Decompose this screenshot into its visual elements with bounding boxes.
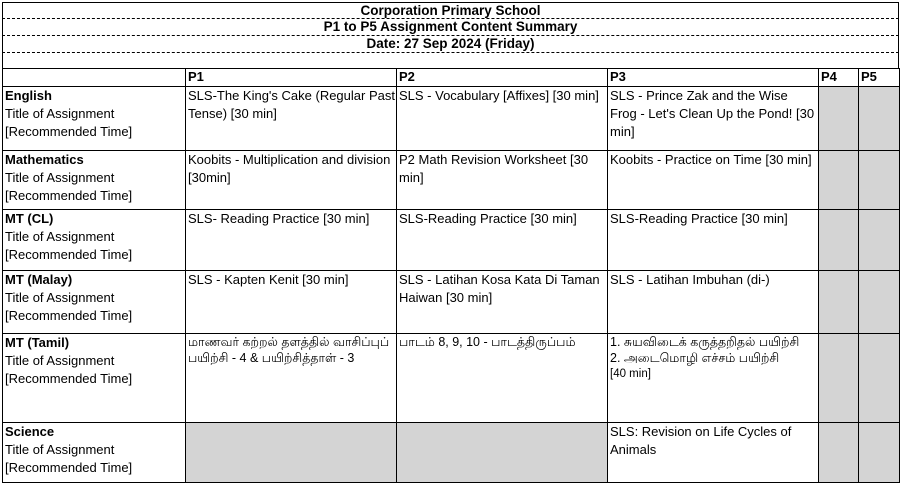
cell-p4-empty [819, 271, 859, 334]
subject-line2: [Recommended Time] [5, 371, 133, 386]
corner-cell [3, 69, 186, 87]
cell-p3: SLS - Prince Zak and the Wise Frog - Let's Clean Up the Pond! [30 min] [608, 87, 819, 151]
tamil-time: [40 min] [610, 368, 651, 380]
cell-p3: Koobits - Practice on Time [30 min] [608, 151, 819, 210]
cell-p5-empty [859, 423, 900, 483]
school-name: Corporation Primary School [2, 2, 899, 19]
cell-p1: Koobits - Multiplication and division [30min] [186, 151, 397, 210]
cell-p5-empty [859, 87, 900, 151]
tamil-item-2: 2. அடைமொழி எச்சம் பயிற்சி [610, 351, 780, 365]
subject-line2: [Recommended Time] [5, 308, 133, 323]
table-row [3, 423, 900, 483]
cell-p5-empty [859, 334, 900, 423]
cell-p3: SLS-Reading Practice [30 min] [608, 210, 819, 271]
subject-name: Mathematics [5, 152, 84, 167]
subject-line1: Title of Assignment [5, 170, 115, 185]
col-header-p5: P5 [859, 69, 900, 87]
subject-line2: [Recommended Time] [5, 247, 133, 262]
subject-cell [3, 423, 186, 483]
cell-p2: SLS - Latihan Kosa Kata Di Taman Haiwan [30 min] [397, 271, 608, 334]
date-line: Date: 27 Sep 2024 (Friday) [2, 36, 899, 53]
cell-p2: SLS-Reading Practice [30 min] [397, 210, 608, 271]
spacer-row [2, 53, 899, 68]
cell-p4-empty [819, 210, 859, 271]
cell-p2: P2 Math Revision Worksheet [30 min] [397, 151, 608, 210]
column-header-row [3, 69, 900, 87]
tamil-item-1: 1. சுயவிடைக் கருத்தறிதல் பயிற்சி [610, 335, 800, 349]
subject-line2: [Recommended Time] [5, 188, 133, 203]
table-row [3, 334, 900, 423]
subject-line1: Title of Assignment [5, 353, 115, 368]
cell-p1-empty [186, 423, 397, 483]
cell-p2-empty [397, 423, 608, 483]
assignment-table [2, 68, 900, 483]
cell-p3: SLS: Revision on Life Cycles of Animals [608, 423, 819, 483]
subject-name: Science [5, 424, 55, 439]
subject-name: MT (CL) [5, 211, 54, 226]
cell-p1: SLS-The King's Cake (Regular Past Tense) [30 min] [186, 87, 397, 151]
cell-p5-empty [859, 210, 900, 271]
subject-line1: Title of Assignment [5, 106, 115, 121]
cell-p1: SLS - Kapten Kenit [30 min] [186, 271, 397, 334]
cell-p3 [608, 334, 819, 423]
subject-name: MT (Tamil) [5, 335, 70, 350]
table-row [3, 151, 900, 210]
subject-cell [3, 210, 186, 271]
subject-cell [3, 87, 186, 151]
col-header-p2: P2 [397, 69, 608, 87]
cell-p5-empty [859, 151, 900, 210]
subject-cell [3, 151, 186, 210]
col-header-p4: P4 [819, 69, 859, 87]
table-row [3, 87, 900, 151]
cell-p4-empty [819, 151, 859, 210]
cell-p3: SLS - Latihan Imbuhan (di-) [608, 271, 819, 334]
col-header-p3: P3 [608, 69, 819, 87]
summary-title: P1 to P5 Assignment Content Summary [2, 19, 899, 36]
cell-p5-empty [859, 271, 900, 334]
subject-line2: [Recommended Time] [5, 124, 133, 139]
subject-line1: Title of Assignment [5, 442, 115, 457]
cell-p2: SLS - Vocabulary [Affixes] [30 min] [397, 87, 608, 151]
assignment-sheet [2, 2, 899, 483]
table-row [3, 271, 900, 334]
subject-line2: [Recommended Time] [5, 460, 133, 475]
subject-cell [3, 271, 186, 334]
cell-p2: பாடம் 8, 9, 10 - பாடத்திருப்பம் [397, 334, 608, 423]
subject-cell [3, 334, 186, 423]
cell-p4-empty [819, 87, 859, 151]
cell-p1: மாணவர் கற்றல் தளத்தில் வாசிப்புப் பயிற்சி - 4 & பயிற்சித்தாள் - 3 [186, 334, 397, 423]
cell-p4-empty [819, 423, 859, 483]
subject-line1: Title of Assignment [5, 290, 115, 305]
subject-name: MT (Malay) [5, 272, 73, 287]
subject-name: English [5, 88, 52, 103]
cell-p1: SLS- Reading Practice [30 min] [186, 210, 397, 271]
col-header-p1: P1 [186, 69, 397, 87]
table-row [3, 210, 900, 271]
cell-p4-empty [819, 334, 859, 423]
subject-line1: Title of Assignment [5, 229, 115, 244]
